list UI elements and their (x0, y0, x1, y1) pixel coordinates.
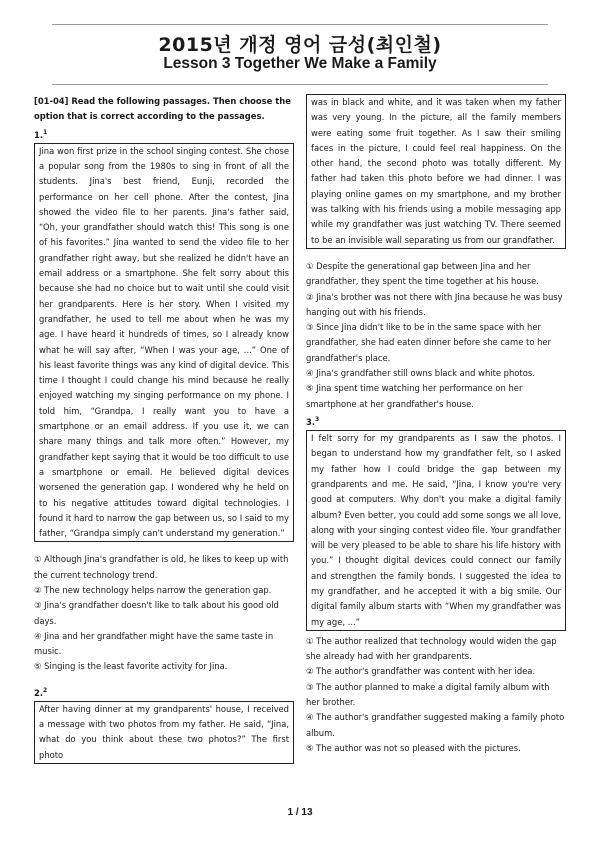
option[interactable]: ④ Jina's grandfather still owns black and white photos. (306, 368, 535, 379)
option[interactable]: ⑤ The author was not so pleased with the pictures. (306, 742, 521, 753)
question-2-passage-part-2: was in black and white, and it was taken when my father was very young. In the picture, all the family members were eating some fruit together. As I saw their smiling faces in the picture, I could feel real happiness. On the other hand, the second photo was totally different. My father had taken this photo before we had dinner. I was playing online games on my smartphone, and my brother was talking with his friends using a mobile messaging app while my grandfather was just watching TV. There seemed to be an invisible wall separating us from our grandfather. (306, 94, 566, 249)
question-2-options (306, 259, 566, 412)
question-1-options (34, 552, 294, 674)
footnote-ref: 3 (315, 415, 320, 423)
option[interactable]: ⑤ Jina spent time watching her performance on her smartphone at her grandfather's house. (306, 383, 523, 409)
instructions: [01-04] Read the following passages. Then choose the option that is correct according to the passages. (34, 96, 291, 122)
question-3-number: 3.$^3$ (306, 415, 320, 427)
lesson-title: Lesson 3 Together We Make a Family (163, 55, 437, 72)
question-3-passage: I felt sorry for my grandparents as I saw the photos. I began to understand how my grandfather felt, so I asked my father how I could bridge the gap between my grandparents and me. He said, “Jina, I know you're very good at computers. Why don't you make a digital family album? Even better, you could add some songs we all love, along with your singing contest video file. Your grandfather will be very pleased to be able to share his life history with you.” I thought digital devices could connect our family and strengthen the family bonds. I suggested the idea to my grandfather, and he accepted it with a big smile. Our digital family album starts with “When my grandfather was my age, ...” (306, 430, 566, 631)
option[interactable]: ① Although Jina's grandfather is old, he likes to keep up with the current technology trend. (34, 554, 289, 580)
document-title: 2015년 개정 영어 금성(최인철) (158, 34, 442, 56)
option[interactable]: ⑤ Singing is the least favorite activity for Jina. (34, 661, 228, 672)
footnote-ref: 1 (43, 128, 48, 136)
option[interactable]: ③ Jina's grandfather doesn't like to talk about his good old days. (34, 600, 279, 626)
footnote-ref: 2 (43, 686, 48, 694)
question-1-passage: Jina won first prize in the school singing contest. She chose a popular song from the 1980s to sing in front of all the students. Jina's best friend, Eunji, recorded the performance on her cell phone. After the contest, Jina showed the video file to her parents. Jina's father said, “Oh, your grandfather should watch this! This song is one of his favorites.” Jina wanted to send the video file to her grandfather right away, but she realized he didn't have an email address or a smartphone. She felt sorry about this because she had no choice but to wait until she could visit her grandparents. Here is her story. When I visited my grandfather, he used to tell me about when he was my age. I have heard it hundreds of times, so I already know what he will say after, “When I was your age, ...” One of his least favorite things was any kind of digital device. This time I thought I could change his mind because he really enjoyed watching my singing performance on my phone. I told him, “Grandpa, I really want you to have a smartphone or an email address. If you use it, we can share many things and talk more often.” However, my grandfather kept saying that it would be too difficult to use a smartphone or email. He believed digital devices worsened the generation gap. I wondered why he held on to his negative attitudes toward digital technologies. I found it hard to narrow the gap between us, so I said to my father, “Grandpa simply can't understand my generation.” (34, 143, 294, 543)
option[interactable]: ④ Jina and her grandfather might have the same taste in music. (34, 630, 274, 657)
question-3-options (306, 634, 566, 756)
page-number: 1 / 13 (287, 807, 313, 818)
option[interactable]: ④ The author's grandfather suggested making a family photo album. (306, 712, 565, 738)
question-2-passage-part-1: After having dinner at my grandparents' house, I received a message with two photos from my father. He said, “Jina, what do you think about these two photos?” The first photo (34, 701, 294, 764)
option[interactable]: ② Jina's brother was not there with Jina because he was busy hanging out with his friends. (306, 291, 563, 317)
option[interactable]: ① The author realized that technology would widen the gap she already had with her grandparents. (306, 635, 557, 662)
question-1-number: 1.$^1$ (34, 128, 48, 140)
left-column (34, 94, 294, 764)
option[interactable]: ② The new technology helps narrow the generation gap. (34, 585, 272, 595)
right-column (306, 94, 566, 756)
top-rule (52, 24, 548, 25)
option[interactable]: ① Despite the generational gap between Jina and her grandfather, they spent the time together at his house. (306, 260, 539, 287)
header-rule (52, 84, 548, 85)
option[interactable]: ③ The author planned to make a digital family album with her brother. (306, 681, 550, 708)
option[interactable]: ③ Since Jina didn't like to be in the same space with her grandfather, she had eaten dinner before she came to her grandfather's place. (306, 322, 552, 363)
question-2-number: 2.$^2$ (34, 686, 48, 698)
option[interactable]: ② The author's grandfather was content with her idea. (306, 666, 536, 677)
